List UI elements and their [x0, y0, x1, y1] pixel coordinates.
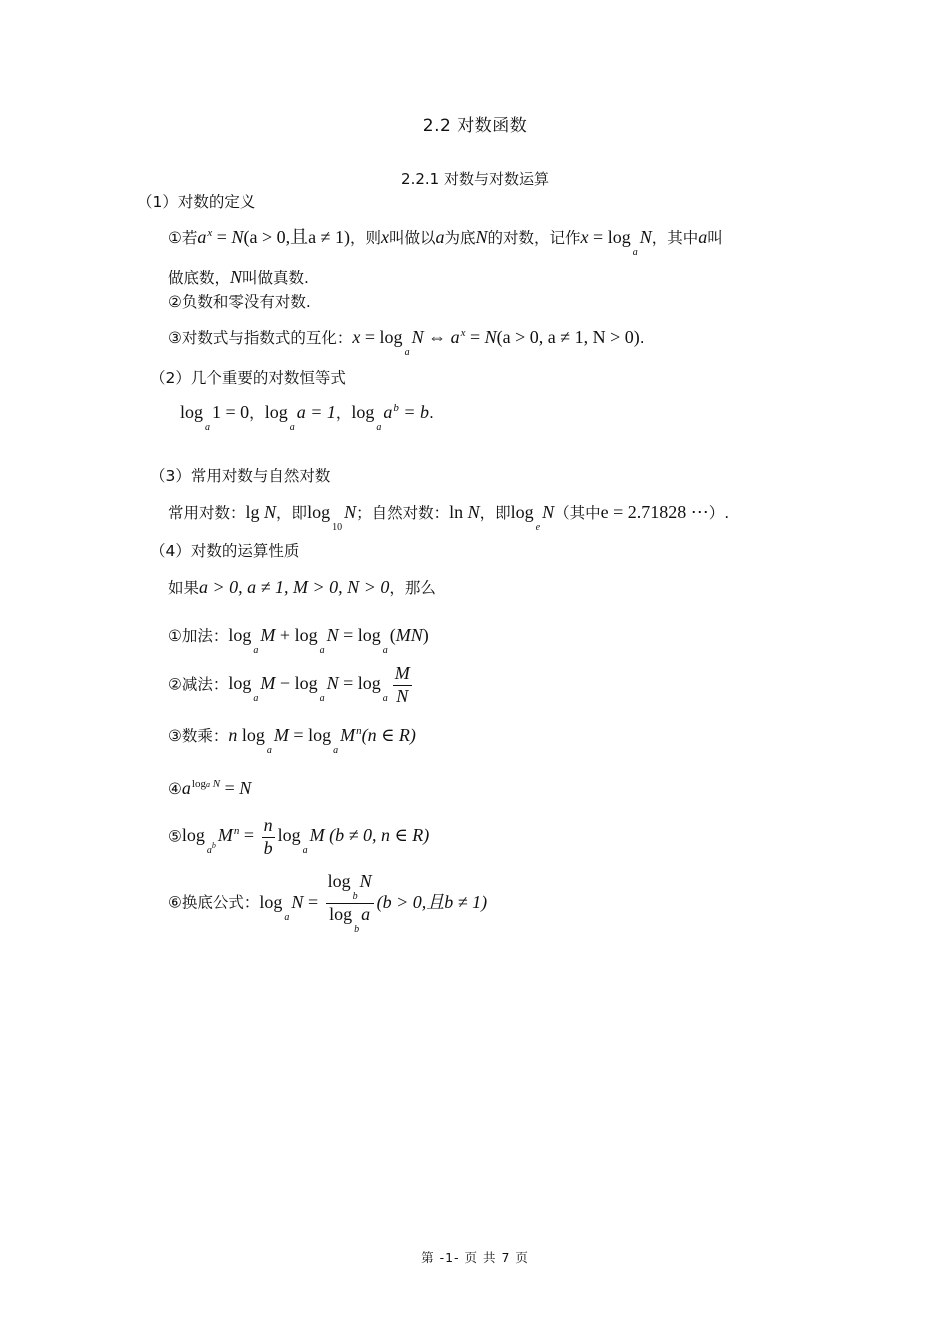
heading-definition: （1）对数的定义: [137, 193, 256, 211]
property-scalar: ③数乘：n $\log_aM = \log_aM^n(n$ ∈ R): [168, 725, 416, 756]
property-power-base: $⑤\log_{a^b}M^n$ = $\frac{n}{b}$ $\log_aM$ (b ≠ 0, n ∈ R): [168, 815, 430, 858]
property-addition: ①加法：$\log_aM + \log_aN = \log_a(MN)$: [168, 625, 429, 656]
heading-properties: （4）对数的运算性质: [150, 542, 300, 560]
property-inverse: $④a^{loga N} = N$: [168, 778, 252, 798]
property-subtraction: ②减法：$\log_aM - \log_aN = \log_a$ $\frac{M}{N}$: [168, 663, 410, 706]
common-natural-line: 常用对数：lg N，即$\log_{10}N$；自然对数：ln N，即$\log_eN$（其中e = 2.71828 ⋯）.: [168, 502, 730, 533]
definition-item-2: ②负数和零没有对数.: [168, 293, 311, 311]
heading-identities: （2）几个重要的对数恒等式: [150, 369, 346, 387]
heading-common-natural: （3）常用对数与自然对数: [150, 467, 331, 485]
page-footer: 第 -1- 页 共 7 页: [421, 1250, 529, 1265]
definition-item-1-cont: 做底数，N叫做真数.: [168, 267, 309, 287]
definition-item-1: ①若$a^x = N(a > 0$,且a ≠ 1)，则x叫做以a为底N的对数，记作$x = \log_aN$，其中a叫: [168, 227, 723, 258]
identities-line: $\log_a1 = 0$，$\log_aa = 1$，$\log_aa^b = b$.: [180, 402, 434, 433]
property-change-of-base: ⑥换底公式：$\log_aN$ = $\frac{\log_bN}{\log_ba}$ (b > 0,且b ≠ 1): [168, 871, 488, 935]
page-title: 2.2 对数函数: [422, 116, 528, 136]
properties-condition: 如果a > 0, a ≠ 1, M > 0, N > 0，那么: [168, 577, 436, 597]
definition-item-3: ③对数式与指数式的互化：$x = \log_aN$ ⇔ $a^x = N(a > 0$, a ≠ 1, N > 0).: [168, 327, 645, 358]
section-subtitle: 2.2.1 对数与对数运算: [401, 170, 549, 188]
